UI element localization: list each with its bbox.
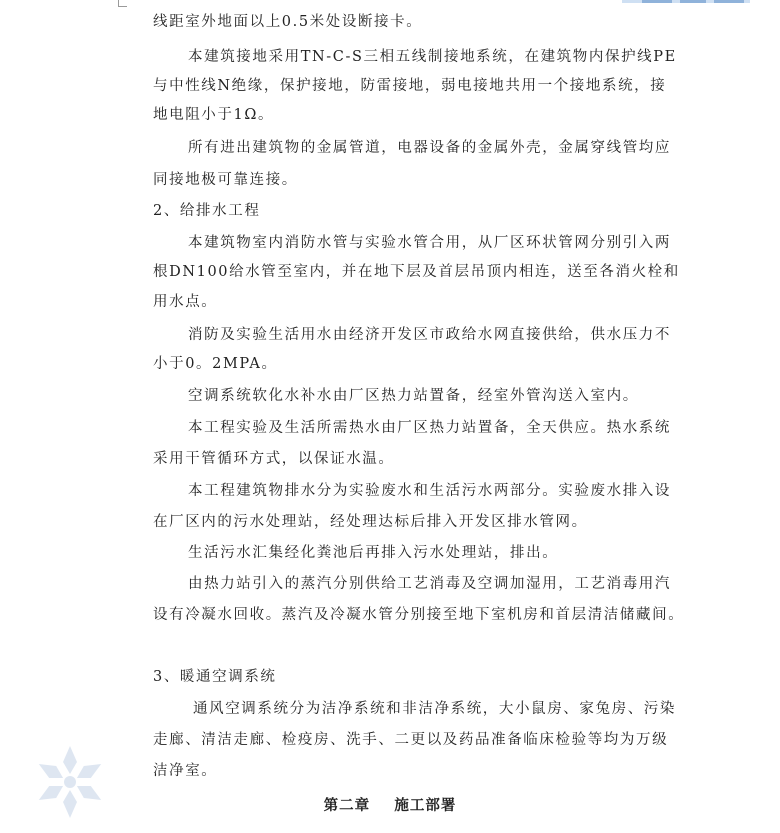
- paragraph-line: 由热力站引入的蒸汽分别供给工艺消毒及空调加湿用，工艺消毒用汽: [188, 576, 671, 592]
- section-heading: 3、暖通空调系统: [153, 669, 277, 685]
- paragraph-line: 小于0。2MPA。: [153, 356, 278, 372]
- paragraph-line: 采用干管循环方式，以保证水温。: [153, 451, 395, 467]
- paragraph-line: 通风空调系统分为洁净系统和非洁净系统，大小鼠房、家兔房、污染: [193, 701, 676, 717]
- paragraph-line: 本建筑物室内消防水管与实验水管合用，从厂区环状管网分别引入两: [188, 235, 671, 251]
- paragraph-line: 本建筑接地采用TN-C-S三相五线制接地系统，在建筑物内保护线PE: [188, 49, 677, 65]
- page-corner-mark: [118, 0, 127, 7]
- paragraph-line: 同接地极可靠连接。: [153, 172, 298, 188]
- paragraph-line: 在厂区内的污水处理站，经处理达标后排入开发区排水管网。: [153, 514, 588, 530]
- paragraph-line: 线距室外地面以上0.5米处设断接卡。: [153, 14, 423, 30]
- section-heading: 2、给排水工程: [153, 203, 261, 219]
- paragraph-line: 地电阻小于1Ω。: [153, 107, 275, 123]
- paragraph-line: 走廊、清洁走廊、检疫房、洗手、二更以及药品准备临床检验等均为万级: [153, 732, 669, 748]
- chapter-title: 第二章 施工部署: [323, 797, 457, 814]
- paragraph-line: 生活污水汇集经化粪池后再排入污水处理站，排出。: [188, 545, 559, 561]
- paragraph-line: 与中性线N绝缘，保护接地，防雷接地，弱电接地共用一个接地系统，接: [153, 78, 667, 94]
- paragraph-line: 本工程建筑物排水分为实验废水和生活污水两部分。实验废水排入设: [188, 483, 671, 499]
- paragraph-line: 设有冷凝水回收。蒸汽及冷凝水管分别接至地下室机房和首层清洁储藏间。: [153, 607, 685, 623]
- paragraph-line: 根DN100给水管至室内，并在地下层及首层吊顶内相连，送至各消火栓和: [153, 264, 680, 280]
- paragraph-line: 用水点。: [153, 294, 218, 310]
- paragraph-line: 所有进出建筑物的金属管道，电器设备的金属外壳，金属穿线管均应: [188, 140, 671, 156]
- paragraph-line: 空调系统软化水补水由厂区热力站置备，经室外管沟送入室内。: [188, 388, 639, 404]
- top-toolbar-strip: [622, 0, 750, 3]
- paragraph-line: 消防及实验生活用水由经济开发区市政给水网直接供给，供水压力不: [188, 327, 671, 343]
- paragraph-line: 洁净室。: [153, 763, 218, 779]
- paragraph-line: 本工程实验及生活所需热水由厂区热力站置备，全天供应。热水系统: [188, 420, 671, 436]
